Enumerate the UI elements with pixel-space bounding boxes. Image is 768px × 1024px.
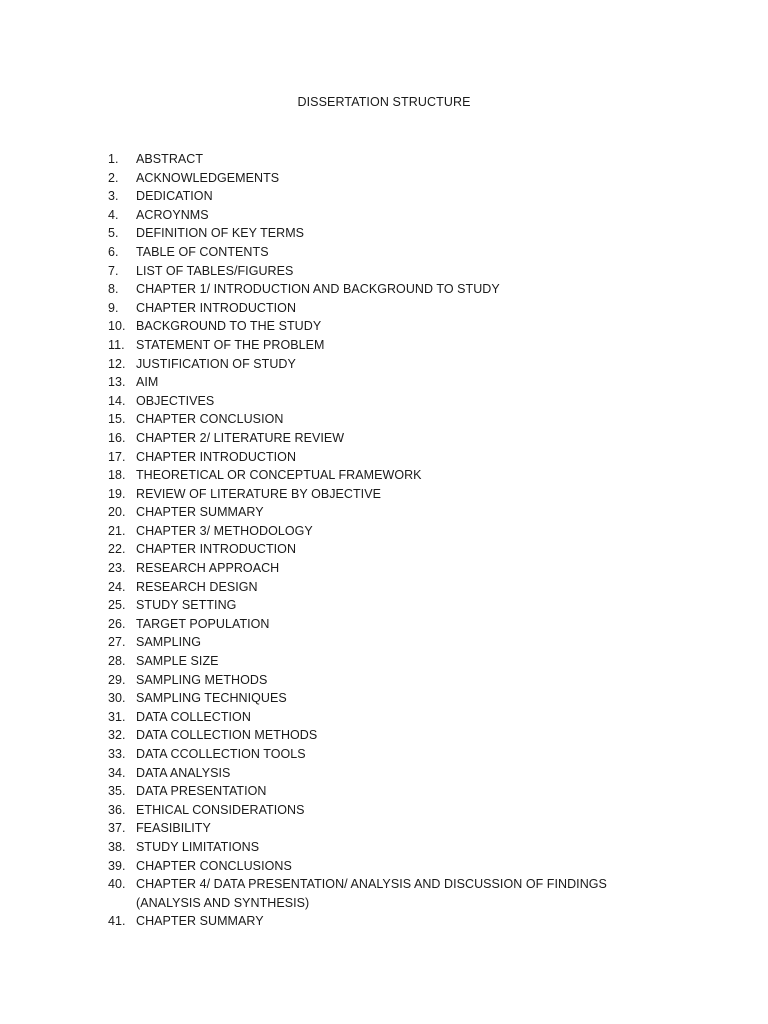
list-item-text: DATA COLLECTION METHODS [136,728,318,743]
list-item-text: CHAPTER INTRODUCTION [136,300,297,315]
list-item-number: 23. [108,561,126,576]
list-item [108,782,668,801]
list-item-text: DATA CCOLLECTION TOOLS [136,747,306,761]
list-item-number: 8. [108,282,119,297]
list-item-number: 35. [108,784,126,799]
list-item-text: REVIEW OF LITERATURE BY OBJECTIVE [136,486,381,501]
list-item [108,875,668,912]
list-item-text: STATEMENT OF THE PROBLEM [136,337,325,352]
list-item-number: 13. [108,375,126,390]
structure-list [108,150,668,931]
list-item-number: 40. [108,877,126,892]
list-item [108,169,668,188]
list-item [108,150,668,169]
list-item-number: 28. [108,654,126,669]
list-item-number: 41. [108,914,126,929]
list-item [108,392,668,411]
list-item-text: JUSTIFICATION OF STUDY [136,356,296,371]
list-item-text: RESEARCH DESIGN [136,579,258,594]
list-item-number: 37. [108,821,126,836]
list-item-text: TARGET POPULATION [136,616,270,631]
list-item [108,503,668,522]
list-item-text: CHAPTER INTRODUCTION [136,449,297,464]
list-item-number: 18. [108,468,126,483]
list-item-text: STUDY LIMITATIONS [136,839,260,854]
list-item-number: 34. [108,765,126,780]
list-item-number: 20. [108,505,126,520]
list-item [108,559,668,578]
list-item [108,838,668,857]
list-item-text: ETHICAL CONSIDERATIONS [136,802,305,817]
list-item [108,801,668,820]
list-item [108,689,668,708]
list-item-text: OBJECTIVES [136,393,215,408]
list-item [108,652,668,671]
list-item-text: CHAPTER 2/ LITERATURE REVIEW [136,430,345,445]
list-item-number: 21. [108,523,126,538]
list-item-number: 2. [108,170,119,185]
list-item [108,857,668,876]
list-item [108,764,668,783]
list-item-number: 5. [108,226,119,241]
list-item-number: 16. [108,430,126,445]
list-item [108,317,668,336]
list-item-number: 10. [108,319,126,334]
list-item-text: ACKNOWLEDGEMENTS [136,170,280,185]
list-item [108,485,668,504]
list-item-text: SAMPLING METHODS [136,672,268,687]
list-item-text: CHAPTER SUMMARY [136,505,264,520]
list-item-number: 19. [108,486,126,501]
list-item [108,243,668,262]
list-item-text: DATA ANALYSIS [136,765,231,780]
list-item-text: DEFINITION OF KEY TERMS [136,226,305,241]
list-item-number: 26. [108,616,126,631]
list-item-text: CHAPTER SUMMARY [136,914,264,929]
list-item [108,224,668,243]
list-item [108,280,668,299]
list-item [108,596,668,615]
list-item-number: 12. [108,356,126,371]
list-item-number: 30. [108,691,126,706]
list-item [108,708,668,727]
list-item [108,410,668,429]
list-item-text: TABLE OF CONTENTS [136,244,269,259]
list-item-text: AIM [136,375,159,390]
list-item-text: LIST OF TABLES/FIGURES [136,263,294,278]
list-item [108,671,668,690]
list-item-text: CHAPTER INTRODUCTION [136,542,297,557]
list-item-text: SAMPLE SIZE [136,654,219,669]
list-item [108,262,668,281]
list-item [108,187,668,206]
list-item [108,299,668,318]
list-item [108,819,668,838]
list-item-text: THEORETICAL OR CONCEPTUAL FRAMEWORK [136,468,422,483]
list-item-text: DATA COLLECTION [136,709,251,724]
list-item-number: 14. [108,393,126,408]
list-item-number: 24. [108,579,126,594]
list-item [108,429,668,448]
list-item-number: 31. [108,709,126,724]
list-item-number: 33. [108,747,126,761]
list-item-text: BACKGROUND TO THE STUDY [136,319,322,334]
list-item-text: RESEARCH APPROACH [136,561,280,576]
list-item [108,466,668,485]
list-item-text: SAMPLING [136,635,201,650]
list-item-text: ABSTRACT [136,152,204,166]
list-item-text: CHAPTER 3/ METHODOLOGY [136,523,313,538]
list-item-text: DEDICATION [136,189,213,204]
list-item [108,615,668,634]
list-item [108,912,668,931]
list-item-text: DATA PRESENTATION [136,784,267,799]
list-item-number: 11. [108,337,125,352]
list-item [108,633,668,652]
list-item [108,448,668,467]
list-item-number: 6. [108,244,119,259]
list-item-number: 3. [108,189,119,204]
list-item-number: 29. [108,672,126,687]
list-item-text: SAMPLING TECHNIQUES [136,691,287,706]
list-item-number: 39. [108,858,126,873]
list-item-number: 15. [108,412,126,427]
list-item-number: 25. [108,598,126,613]
list-item-number: 4. [108,207,119,222]
list-item [108,540,668,559]
list-item [108,206,668,225]
list-item [108,745,668,764]
list-item-text: ACROYNMS [136,207,209,222]
list-item-text: FEASIBILITY [136,821,211,836]
list-item-number: 7. [108,263,119,278]
list-item [108,522,668,541]
list-item-text: CHAPTER CONCLUSION [136,412,284,427]
list-item-text: CHAPTER 4/ DATA PRESENTATION/ ANALYSIS AND DISCUSSION OF FINDINGS (ANALYSIS AND SYNTHESIS) [136,877,607,910]
list-item-number: 36. [108,802,126,817]
list-item-number: 38. [108,839,126,854]
list-item-text: CHAPTER CONCLUSIONS [136,858,292,873]
document-title: DISSERTATION STRUCTURE [297,95,471,109]
list-item-number: 9. [108,300,119,315]
list-item [108,373,668,392]
list-item [108,726,668,745]
list-item-number: 27. [108,635,126,650]
list-item-text: STUDY SETTING [136,598,237,613]
list-item [108,355,668,374]
list-item-number: 17. [108,449,126,464]
list-item-number: 1. [108,152,119,166]
list-item-text: CHAPTER 1/ INTRODUCTION AND BACKGROUND TO STUDY [136,282,500,297]
list-item-number: 22. [108,542,126,557]
list-item [108,336,668,355]
list-item-number: 32. [108,728,126,743]
list-item [108,578,668,597]
